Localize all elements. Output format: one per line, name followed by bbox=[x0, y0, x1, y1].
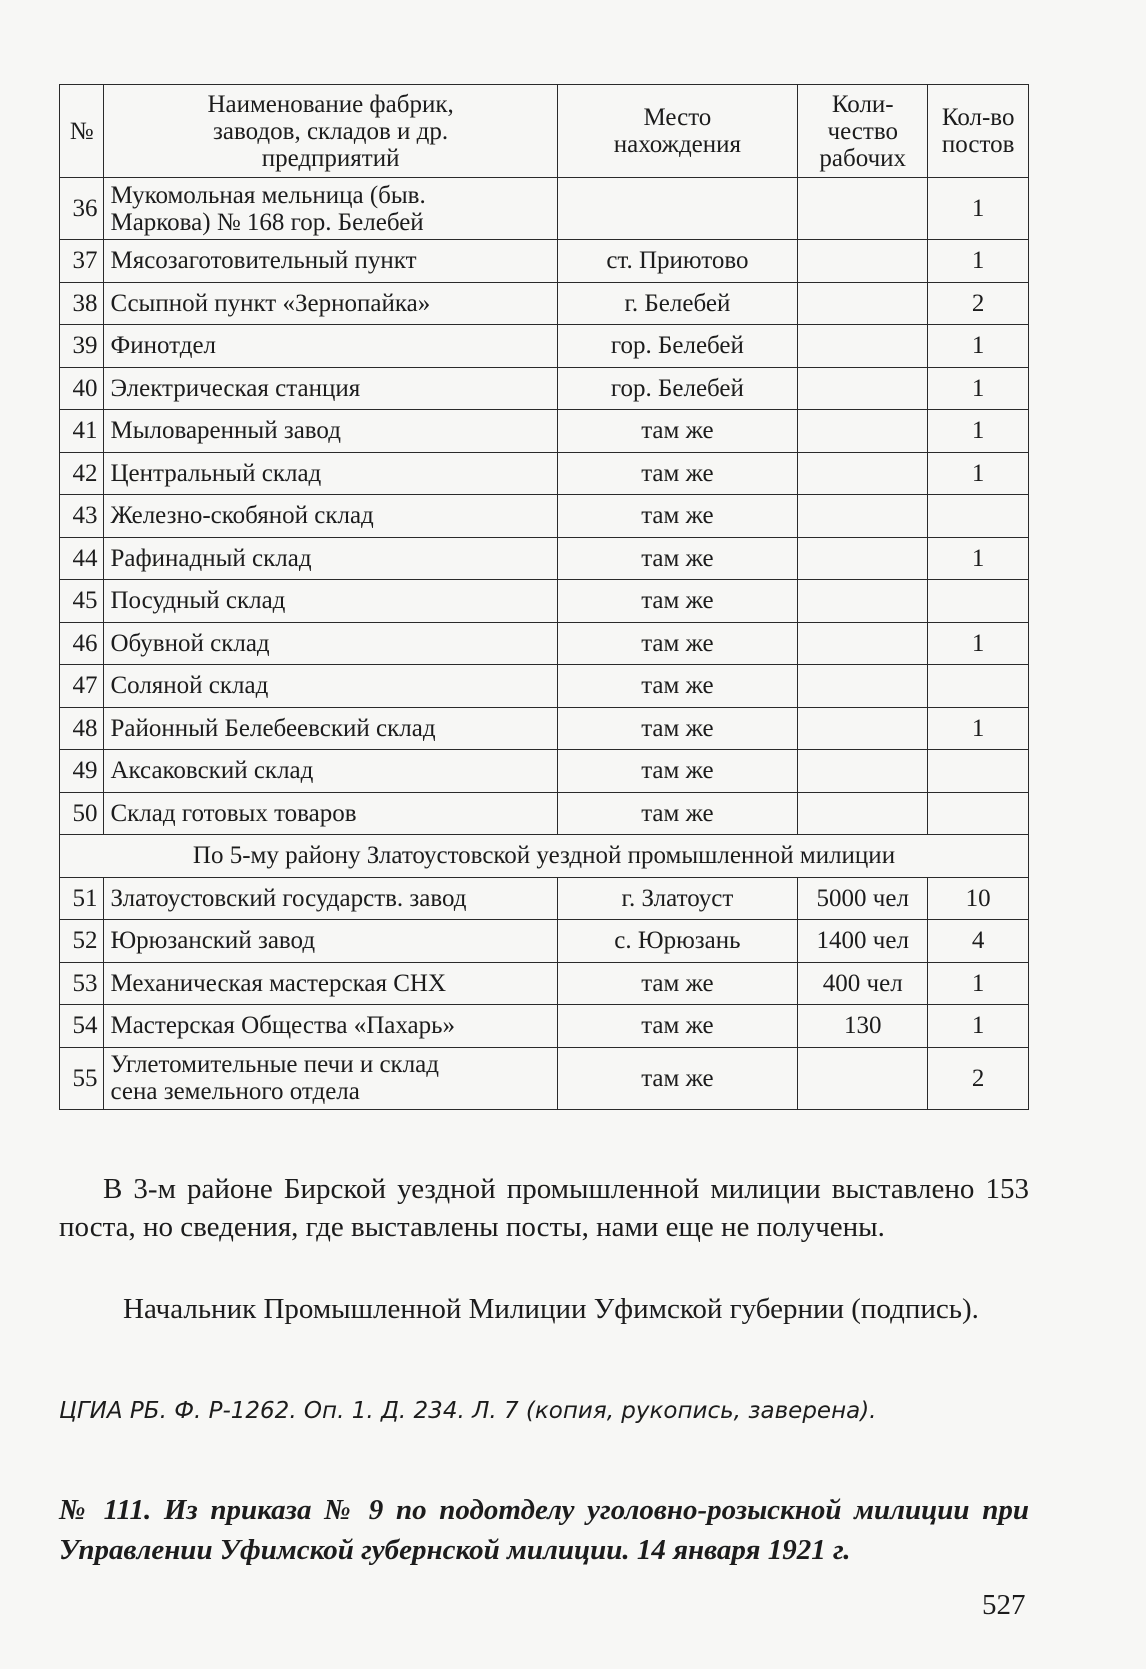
row-place: там же bbox=[557, 1047, 797, 1109]
row-posts bbox=[928, 580, 1029, 623]
row-name: Железно-скобяной склад bbox=[104, 495, 557, 538]
row-name: Мыловаренный завод bbox=[104, 410, 557, 453]
row-workers bbox=[798, 452, 928, 495]
row-name: Обувной склад bbox=[104, 622, 557, 665]
row-workers: 1400 чел bbox=[798, 920, 928, 963]
row-workers bbox=[798, 750, 928, 793]
table-row bbox=[60, 410, 1029, 453]
row-place: там же bbox=[557, 707, 797, 750]
row-place: там же bbox=[557, 792, 797, 835]
document-heading: № 111. Из приказа № 9 по подотделу уголовно-розыскной милиции при Управлении Уфимской губернской милиции. 14 января 1921 г. bbox=[59, 1494, 1029, 1566]
row-num: 39 bbox=[60, 325, 104, 368]
row-name-line-2: сена земельного отдела bbox=[110, 1078, 360, 1105]
row-num: 42 bbox=[60, 452, 104, 495]
table-header-row bbox=[60, 85, 1029, 178]
table-row bbox=[60, 622, 1029, 665]
row-num: 51 bbox=[60, 877, 104, 920]
row-num: 44 bbox=[60, 537, 104, 580]
row-num: 36 bbox=[60, 178, 104, 240]
row-posts: 2 bbox=[928, 282, 1029, 325]
row-place: там же bbox=[557, 580, 797, 623]
table-row bbox=[60, 707, 1029, 750]
row-posts: 1 bbox=[928, 452, 1029, 495]
row-num: 43 bbox=[60, 495, 104, 538]
page-number: 527 bbox=[982, 1589, 1026, 1621]
header-posts: Кол-во постов bbox=[928, 85, 1029, 178]
row-name: Аксаковский склад bbox=[104, 750, 557, 793]
row-posts: 1 bbox=[928, 537, 1029, 580]
table-row bbox=[60, 537, 1029, 580]
row-num: 49 bbox=[60, 750, 104, 793]
row-place: там же bbox=[557, 665, 797, 708]
row-place: с. Юрюзань bbox=[557, 920, 797, 963]
row-posts: 1 bbox=[928, 1005, 1029, 1048]
row-posts bbox=[928, 665, 1029, 708]
row-num: 37 bbox=[60, 240, 104, 283]
row-num: 46 bbox=[60, 622, 104, 665]
row-place: там же bbox=[557, 410, 797, 453]
row-name-line-1: Мукомольная мельница (быв. bbox=[110, 181, 426, 209]
section-title: По 5-му району Златоустовской уездной промышленной милиции bbox=[60, 835, 1029, 878]
row-posts bbox=[928, 750, 1029, 793]
row-num: 52 bbox=[60, 920, 104, 963]
row-posts: 1 bbox=[928, 707, 1029, 750]
row-workers bbox=[798, 792, 928, 835]
table-row bbox=[60, 452, 1029, 495]
header-num: № bbox=[60, 85, 104, 178]
table-row bbox=[60, 750, 1029, 793]
row-name: Финотдел bbox=[104, 325, 557, 368]
row-num: 38 bbox=[60, 282, 104, 325]
row-posts: 1 bbox=[928, 178, 1029, 240]
table-row bbox=[60, 495, 1029, 538]
row-posts: 1 bbox=[928, 240, 1029, 283]
row-posts: 1 bbox=[928, 962, 1029, 1005]
row-workers bbox=[798, 282, 928, 325]
row-place bbox=[557, 178, 797, 240]
row-num: 55 bbox=[60, 1047, 104, 1109]
table-row bbox=[60, 665, 1029, 708]
table-row bbox=[60, 282, 1029, 325]
row-posts: 2 bbox=[928, 1047, 1029, 1109]
row-place: гор. Белебей bbox=[557, 367, 797, 410]
row-workers bbox=[798, 410, 928, 453]
body-paragraph-1: В 3-м районе Бирской уездной промышленной милиции выставлено 153 поста, но сведения, где выставлены посты, нами еще не получены. bbox=[59, 1173, 1029, 1243]
table-row bbox=[60, 962, 1029, 1005]
row-posts: 10 bbox=[928, 877, 1029, 920]
row-posts: 1 bbox=[928, 325, 1029, 368]
row-posts: 1 bbox=[928, 367, 1029, 410]
row-workers bbox=[798, 367, 928, 410]
row-place: там же bbox=[557, 1005, 797, 1048]
row-name: Посудный склад bbox=[104, 580, 557, 623]
row-place: гор. Белебей bbox=[557, 325, 797, 368]
header-name: Наименование фабрик, заводов, складов и др. предприятий bbox=[104, 85, 557, 178]
row-name: Соляной склад bbox=[104, 665, 557, 708]
row-name-line-2: Маркова) № 168 гор. Белебей bbox=[110, 208, 424, 236]
row-num: 40 bbox=[60, 367, 104, 410]
row-name bbox=[104, 178, 557, 240]
row-place: ст. Приютово bbox=[557, 240, 797, 283]
row-workers bbox=[798, 537, 928, 580]
row-place: там же bbox=[557, 962, 797, 1005]
row-num: 47 bbox=[60, 665, 104, 708]
row-workers bbox=[798, 240, 928, 283]
enterprises-table bbox=[59, 84, 1029, 1110]
header-workers: Коли-чество рабочих bbox=[798, 85, 928, 178]
table-row bbox=[60, 920, 1029, 963]
row-workers: 130 bbox=[798, 1005, 928, 1048]
table-row bbox=[60, 325, 1029, 368]
row-name: Склад готовых товаров bbox=[104, 792, 557, 835]
table-row bbox=[60, 240, 1029, 283]
row-workers bbox=[798, 707, 928, 750]
row-name: Ссыпной пункт «Зернопайка» bbox=[104, 282, 557, 325]
header-place: Место нахождения bbox=[557, 85, 797, 178]
row-num: 45 bbox=[60, 580, 104, 623]
row-workers: 400 чел bbox=[798, 962, 928, 1005]
table-section-row bbox=[60, 835, 1029, 878]
row-place: там же bbox=[557, 750, 797, 793]
row-place: там же bbox=[557, 495, 797, 538]
table-row bbox=[60, 580, 1029, 623]
row-place: г. Белебей bbox=[557, 282, 797, 325]
row-posts bbox=[928, 495, 1029, 538]
row-workers: 5000 чел bbox=[798, 877, 928, 920]
row-posts: 1 bbox=[928, 410, 1029, 453]
row-workers bbox=[798, 665, 928, 708]
table-row bbox=[60, 367, 1029, 410]
row-name-line-1: Углетомительные печи и склад bbox=[110, 1051, 439, 1078]
row-workers bbox=[798, 178, 928, 240]
row-place: там же bbox=[557, 537, 797, 580]
row-name: Электрическая станция bbox=[104, 367, 557, 410]
row-name bbox=[104, 1047, 557, 1109]
table-row bbox=[60, 877, 1029, 920]
archive-source-reference: ЦГИА РБ. Ф. Р-1262. Оп. 1. Д. 234. Л. 7 (копия, рукопись, заверена). bbox=[59, 1398, 877, 1424]
row-posts: 1 bbox=[928, 622, 1029, 665]
row-name: Мясозаготовительный пункт bbox=[104, 240, 557, 283]
row-num: 53 bbox=[60, 962, 104, 1005]
row-name: Районный Белебеевский склад bbox=[104, 707, 557, 750]
table-row bbox=[60, 792, 1029, 835]
table-row bbox=[60, 1005, 1029, 1048]
row-workers bbox=[798, 1047, 928, 1109]
row-num: 54 bbox=[60, 1005, 104, 1048]
body-paragraph-2: Начальник Промышленной Милиции Уфимской губернии (подпись). bbox=[123, 1293, 979, 1325]
row-workers bbox=[798, 495, 928, 538]
row-name: Механическая мастерская СНХ bbox=[104, 962, 557, 1005]
row-workers bbox=[798, 622, 928, 665]
row-num: 41 bbox=[60, 410, 104, 453]
row-name: Златоустовский государств. завод bbox=[104, 877, 557, 920]
row-num: 48 bbox=[60, 707, 104, 750]
table-row bbox=[60, 178, 1029, 240]
table-row bbox=[60, 1047, 1029, 1109]
row-name: Рафинадный склад bbox=[104, 537, 557, 580]
row-posts: 4 bbox=[928, 920, 1029, 963]
row-name: Центральный склад bbox=[104, 452, 557, 495]
row-posts bbox=[928, 792, 1029, 835]
row-place: там же bbox=[557, 622, 797, 665]
row-name: Юрюзанский завод bbox=[104, 920, 557, 963]
row-name: Мастерская Общества «Пахарь» bbox=[104, 1005, 557, 1048]
row-workers bbox=[798, 325, 928, 368]
row-place: г. Златоуст bbox=[557, 877, 797, 920]
row-workers bbox=[798, 580, 928, 623]
row-num: 50 bbox=[60, 792, 104, 835]
row-place: там же bbox=[557, 452, 797, 495]
